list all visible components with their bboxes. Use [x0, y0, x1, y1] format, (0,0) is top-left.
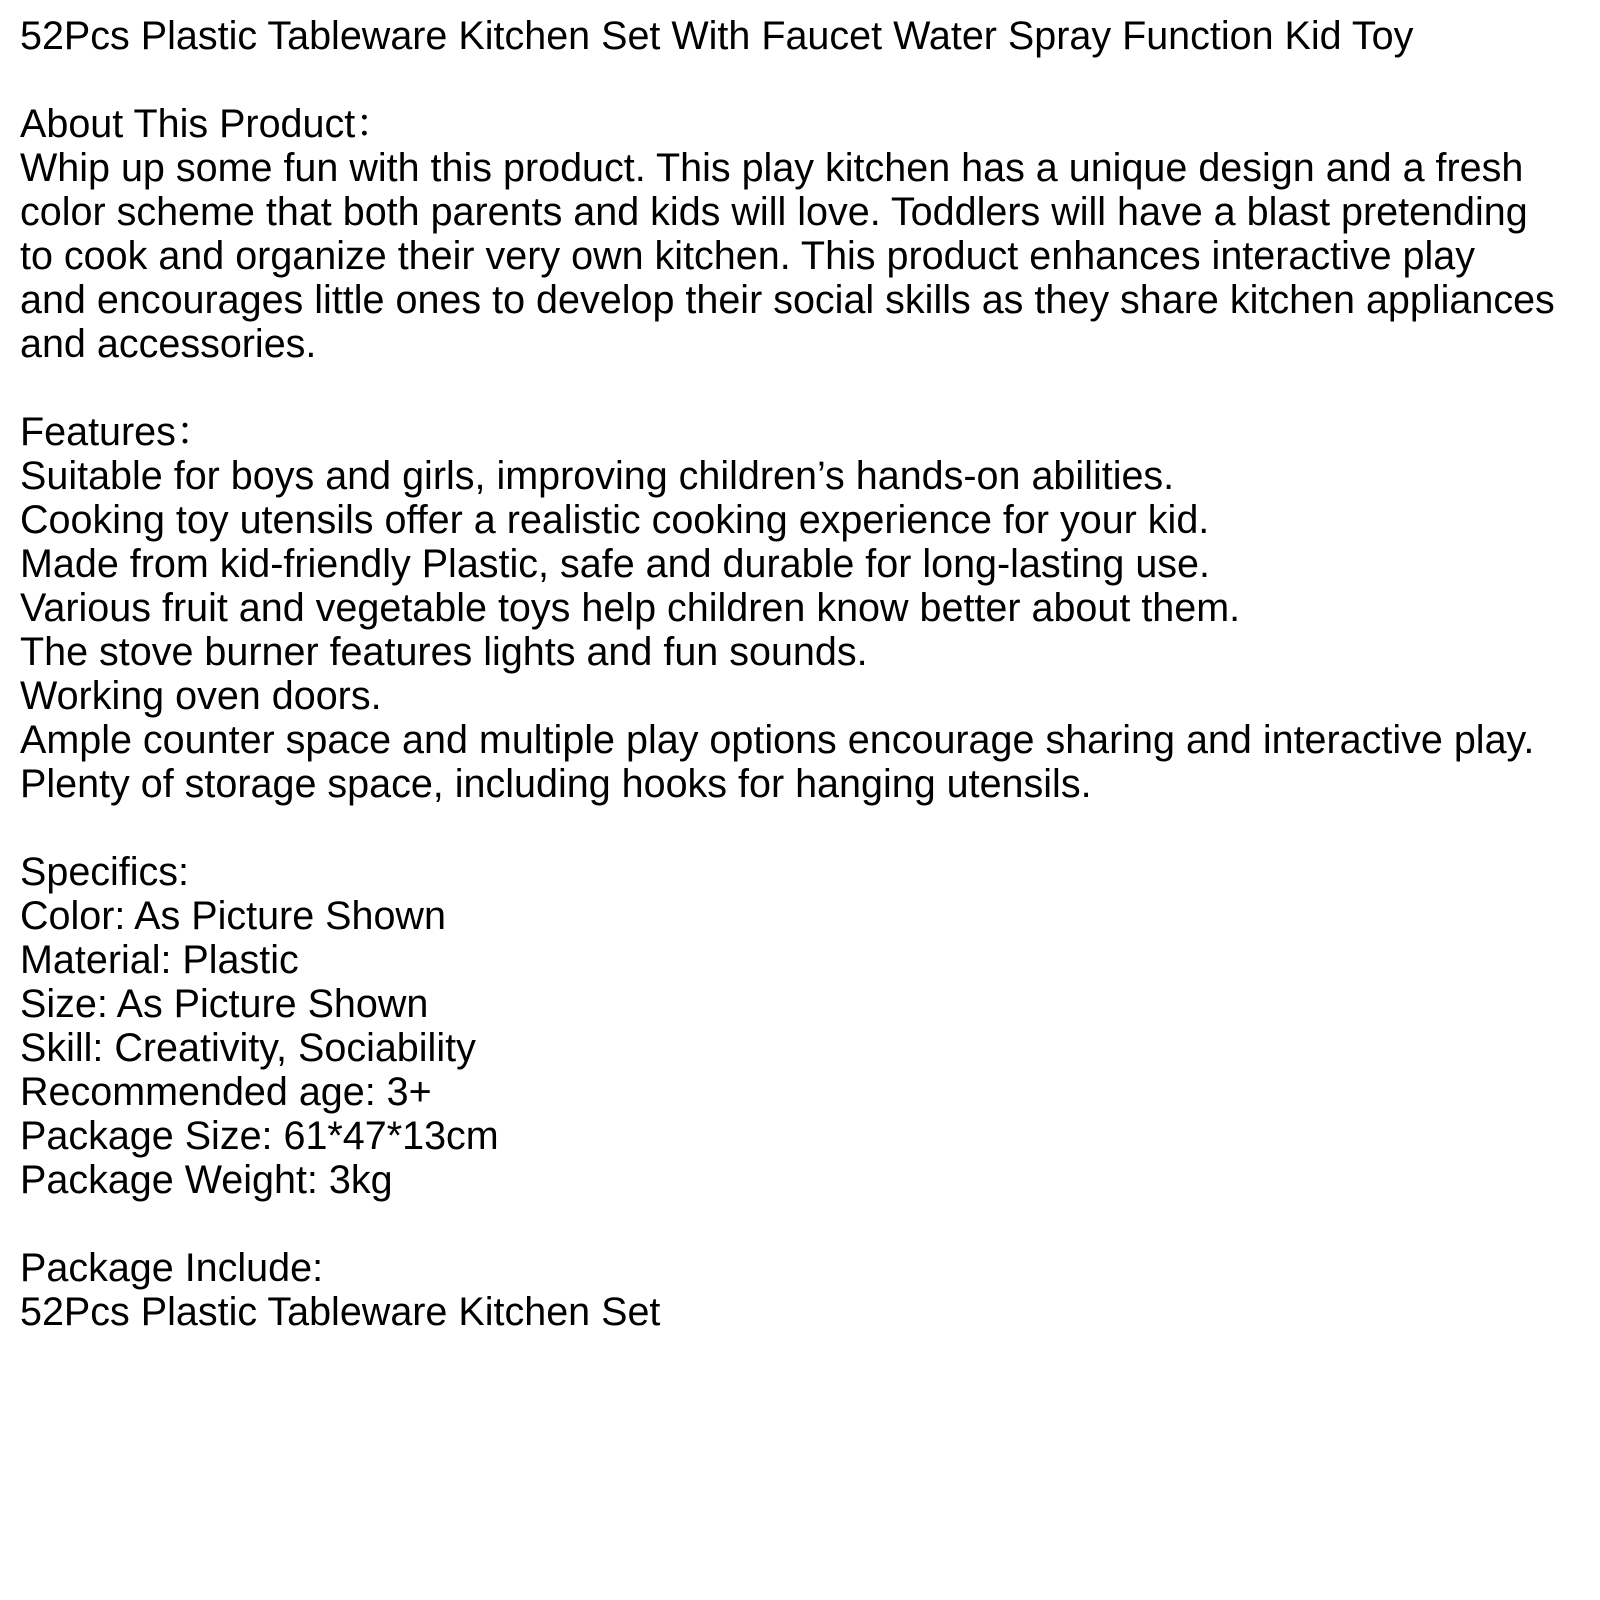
text-line: Various fruit and vegetable toys help children know better about them.: [20, 586, 1241, 630]
section-heading: Specifics:: [20, 850, 190, 894]
section-about: [20, 102, 1580, 366]
spec-recommended-age: Recommended age: 3+: [20, 1070, 432, 1114]
text-line: color scheme that both parents and kids will love. Toddlers will have a blast pretending: [20, 190, 1528, 234]
text-line: and encourages little ones to develop their social skills as they share kitchen appliances: [20, 278, 1555, 322]
spec-material: Material: Plastic: [20, 938, 299, 982]
product-description-page: [20, 14, 1580, 1334]
spec-skill: Skill: Creativity, Sociability: [20, 1026, 476, 1070]
section-features: [20, 410, 1580, 806]
text-line: and accessories.: [20, 322, 317, 366]
text-line: Ample counter space and multiple play options encourage sharing and interactive play.: [20, 718, 1535, 762]
spec-package-weight: Package Weight: 3kg: [20, 1158, 393, 1202]
section-specifics: [20, 850, 1580, 1202]
section-package-include: [20, 1246, 1580, 1334]
section-heading: Features：: [20, 410, 216, 454]
text-line: Suitable for boys and girls, improving children’s hands-on abilities.: [20, 454, 1175, 498]
text-line: Cooking toy utensils offer a realistic cooking experience for your kid.: [20, 498, 1210, 542]
spec-color: Color: As Picture Shown: [20, 894, 446, 938]
text-line: Whip up some fun with this product. This play kitchen has a unique design and a fresh: [20, 146, 1524, 190]
section-heading: Package Include:: [20, 1246, 324, 1290]
page-title: 52Pcs Plastic Tableware Kitchen Set With Faucet Water Spray Function Kid Toy: [20, 14, 1414, 58]
text-line: Made from kid-friendly Plastic, safe and durable for long-lasting use.: [20, 542, 1210, 586]
spec-size: Size: As Picture Shown: [20, 982, 429, 1026]
spec-package-size: Package Size: 61*47*13cm: [20, 1114, 499, 1158]
text-line: Working oven doors.: [20, 674, 382, 718]
section-heading: About This Product：: [20, 102, 395, 146]
text-line: to cook and organize their very own kitchen. This product enhances interactive play: [20, 234, 1476, 278]
text-line: The stove burner features lights and fun sounds.: [20, 630, 868, 674]
text-line: 52Pcs Plastic Tableware Kitchen Set: [20, 1290, 661, 1334]
text-line: Plenty of storage space, including hooks for hanging utensils.: [20, 762, 1092, 806]
